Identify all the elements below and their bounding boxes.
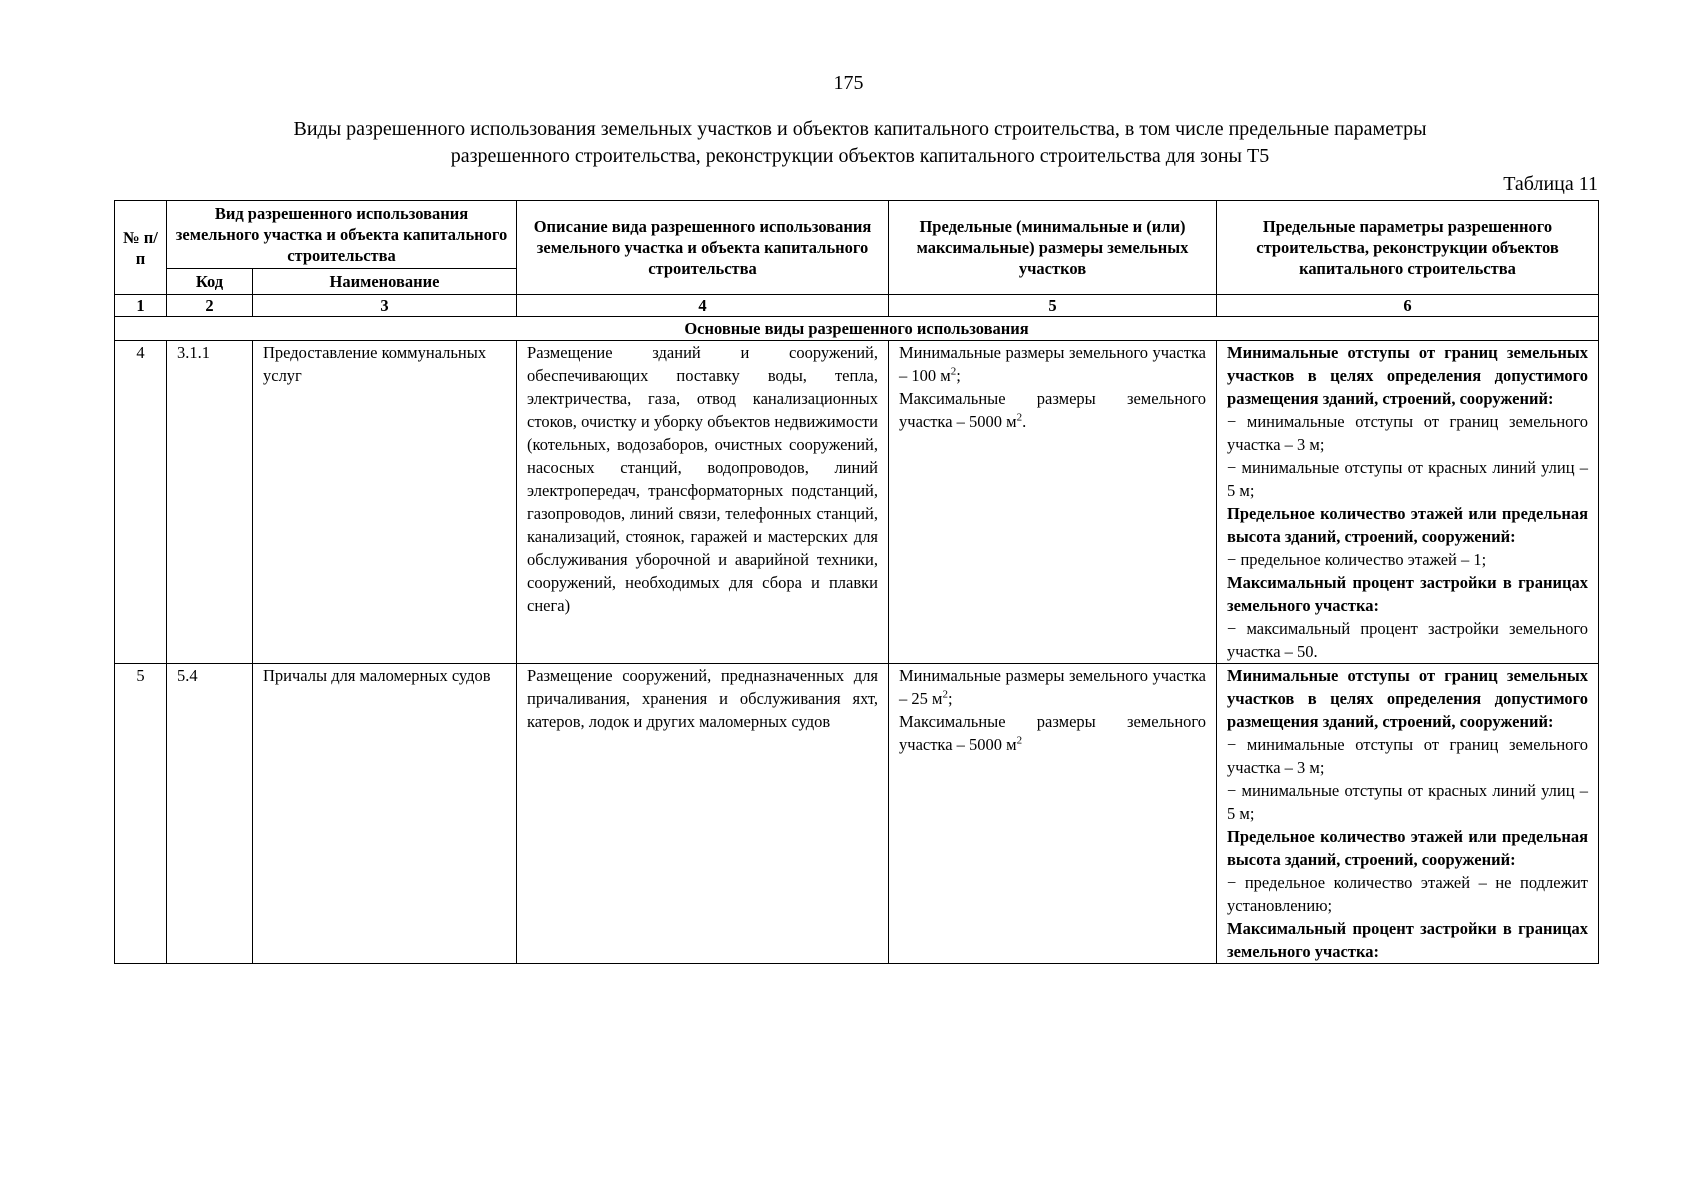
header-code: Код (167, 269, 253, 295)
document-title-line-2: разрешенного строительства, реконструкции объектов капитального строительства для зоны Т5 (450, 145, 1270, 167)
superscript: 2 (1016, 411, 1023, 424)
limits-min: Минимальные размеры земельного участка – 25 м (899, 666, 1207, 708)
header-description: Описание вида разрешенного использования земельного участка и объекта капитального строительства (517, 201, 889, 295)
params-setback-border: − минимальные отступы от границ земельного участка – 3 м; (1227, 735, 1589, 777)
limits-max: Максимальные размеры земельного участка – 5000 м (899, 712, 1207, 754)
column-number: 6 (1217, 295, 1599, 317)
page-number: 175 (833, 72, 864, 94)
params-heading-coverage: Максимальный процент застройки в границах земельного участка: (1227, 573, 1589, 615)
params-setback-redline: − минимальные отступы от красных линий улиц – 5 м; (1227, 458, 1589, 500)
limits-max-end: . (1022, 412, 1027, 431)
params-heading-setbacks: Минимальные отступы от границ земельных участков в целях определения допустимого размещения зданий, строений, сооружений: (1227, 343, 1589, 408)
params-heading-floors: Предельное количество этажей или предельная высота зданий, строений, сооружений: (1227, 827, 1589, 869)
header-num: № п/п (115, 201, 167, 295)
table-caption: Таблица 11 (1503, 173, 1598, 195)
row-name: Причалы для маломерных судов (253, 664, 517, 964)
document-title-line-1: Виды разрешенного использования земельных участков и объектов капитального строительства, в том числе предельные параметры (293, 118, 1427, 140)
params-floors: − предельное количество этажей – не подлежит установлению; (1227, 873, 1589, 915)
row-index: 5 (115, 664, 167, 964)
row-code: 3.1.1 (167, 341, 253, 664)
document-title (150, 116, 1570, 170)
params-floors: − предельное количество этажей – 1; (1227, 550, 1487, 569)
params-setback-redline: − минимальные отступы от красных линий улиц – 5 м; (1227, 781, 1589, 823)
land-use-table (114, 200, 1599, 964)
params-coverage: − максимальный процент застройки земельного участка – 50. (1227, 619, 1589, 661)
table-row (115, 664, 1599, 964)
header-params: Предельные параметры разрешенного строительства, реконструкции объектов капитального строительства (1217, 201, 1599, 295)
table-row (115, 341, 1599, 664)
header-limits: Предельные (минимальные и (или) максимальные) размеры земельных участков (889, 201, 1217, 295)
limits-min-end: ; (956, 366, 961, 385)
row-index: 4 (115, 341, 167, 664)
params-heading-setbacks: Минимальные отступы от границ земельных участков в целях определения допустимого размещения зданий, строений, сооружений: (1227, 666, 1589, 731)
row-limits (889, 664, 1217, 964)
limits-max: Максимальные размеры земельного участка – 5000 м (899, 389, 1207, 431)
superscript: 2 (1016, 734, 1023, 747)
params-heading-floors: Предельное количество этажей или предельная высота зданий, строений, сооружений: (1227, 504, 1589, 546)
column-number: 5 (889, 295, 1217, 317)
limits-min-end: ; (947, 689, 953, 708)
superscript: 2 (950, 365, 957, 378)
row-code: 5.4 (167, 664, 253, 964)
row-params (1217, 341, 1599, 664)
column-number: 2 (167, 295, 253, 317)
section-title: Основные виды разрешенного использования (115, 317, 1599, 341)
column-number: 3 (253, 295, 517, 317)
column-number: 4 (517, 295, 889, 317)
header-vid: Вид разрешенного использования земельного участка и объекта капитального строительства (167, 201, 517, 269)
column-number-row (115, 295, 1599, 317)
row-description: Размещение зданий и сооружений, обеспечивающих поставку воды, тепла, электричества, газа, отвод канализационных стоков, очистку и уборку объектов недвижимости (котельных, водозаборов, очистных сооружений, насосных станций, водопроводов, линий электропередач, трансформаторных подстанций, газопроводов, линий связи, телефонных станций, канализаций, стоянок, гаражей и мастерских для обслуживания уборочной и аварийной техники, сооружений, необходимых для сбора и плавки снега) (517, 341, 889, 664)
limits-min: Минимальные размеры земельного участка – 100 м (899, 343, 1207, 385)
section-row (115, 317, 1599, 341)
row-description: Размещение сооружений, предназначенных для причаливания, хранения и обслуживания яхт, катеров, лодок и других маломерных судов (517, 664, 889, 964)
row-name: Предоставление коммунальных услуг (253, 341, 517, 664)
header-name: Наименование (253, 269, 517, 295)
superscript: 2 (942, 688, 948, 701)
row-limits (889, 341, 1217, 664)
params-setback-border: − минимальные отступы от границ земельного участка – 3 м; (1227, 412, 1589, 454)
column-number: 1 (115, 295, 167, 317)
row-params (1217, 664, 1599, 964)
params-heading-coverage: Максимальный процент застройки в границах земельного участка: (1227, 919, 1589, 961)
